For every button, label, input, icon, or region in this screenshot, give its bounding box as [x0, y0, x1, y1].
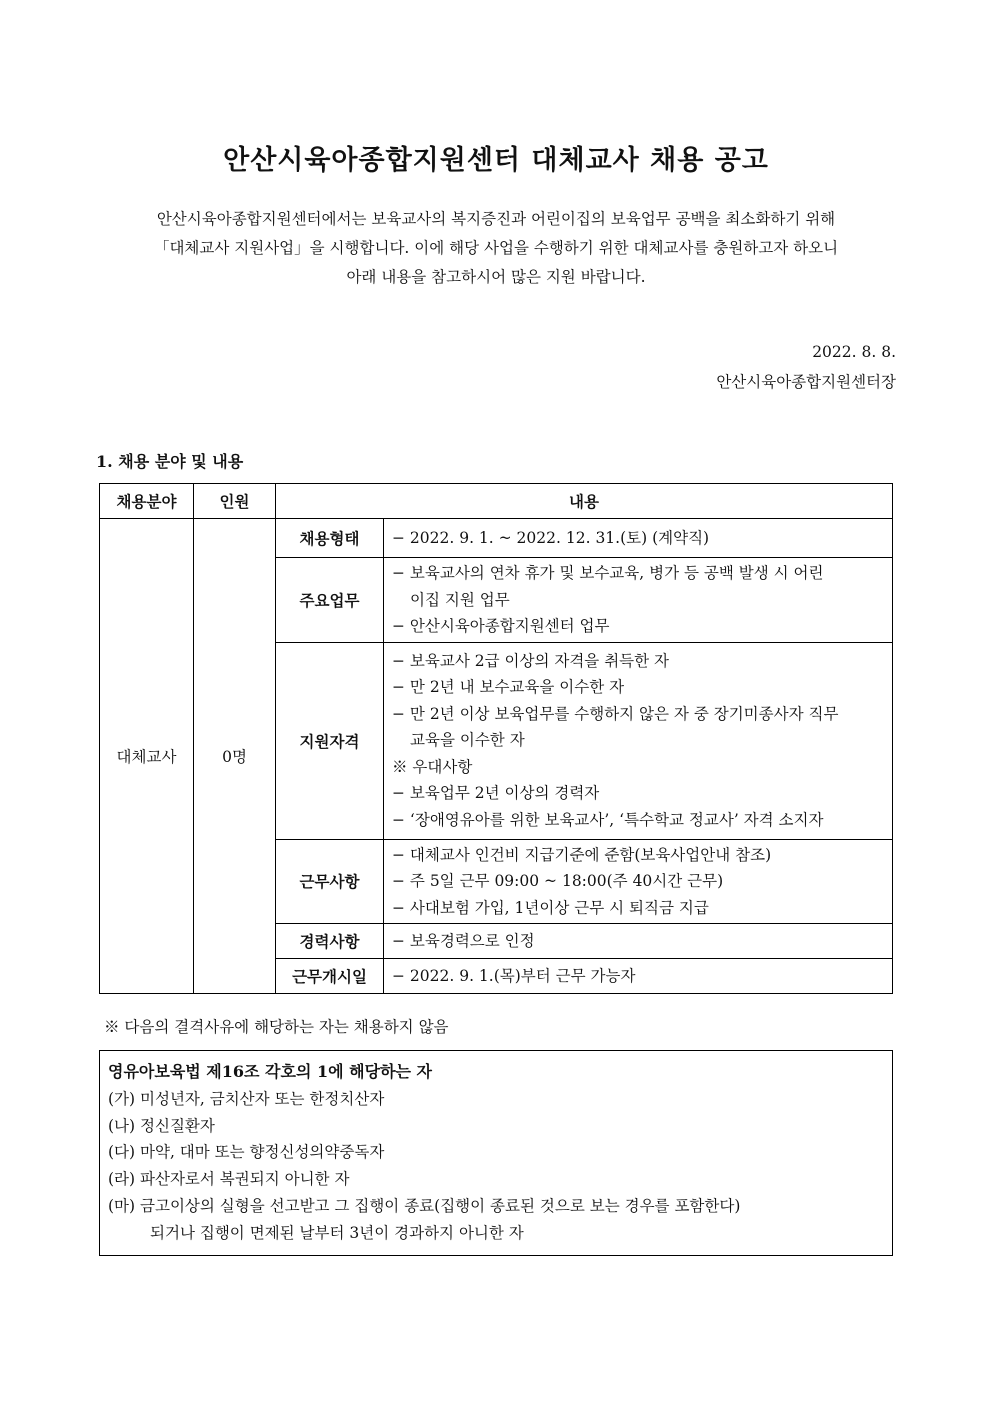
content-line: 이집 지원 업무 — [410, 590, 510, 609]
intro-line: 아래 내용을 참고하시어 많은 지원 바랍니다. — [346, 268, 646, 286]
content-line: − ‘장애영유아를 위한 보육교사’, ‘특수학교 정교사’ 자격 소지자 — [392, 810, 824, 829]
intro-paragraph — [95, 205, 897, 292]
content-line: − 주 5일 근무 09:00 ~ 18:00(주 40시간 근무) — [392, 872, 724, 890]
content-line: 교육을 이수한 자 — [410, 731, 525, 750]
header-category: 채용분야 — [100, 484, 194, 519]
intro-line: 안산시육아종합지원센터에서는 보육교사의 복지증진과 어린이집의 보육업무 공백을 최소화하기 위해 — [156, 210, 836, 228]
content-line: − 2022. 9. 1.(목)부터 근무 가능자 — [392, 966, 636, 985]
issuer-name: 안산시육아종합지원센터장 — [716, 373, 896, 391]
list-item: (나) 정신질환자 — [108, 1116, 215, 1135]
row-content — [384, 839, 893, 924]
disqualification-note: ※ 다음의 결격사유에 해당하는 자는 채용하지 않음 — [104, 1018, 449, 1036]
content-line: ※ 우대사항 — [392, 757, 473, 776]
table-header-row — [100, 484, 893, 519]
content-line: − 보육업무 2년 이상의 경력자 — [392, 784, 600, 803]
row-content — [384, 519, 893, 558]
row-label: 근무개시일 — [276, 959, 384, 994]
content-line: − 안산시육아종합지원센터 업무 — [392, 617, 610, 635]
row-content — [384, 558, 893, 643]
disqualification-heading: 영유아보육법 제16조 각호의 1에 해당하는 자 — [108, 1062, 433, 1081]
count-cell: 0명 — [194, 519, 276, 994]
row-label: 채용형태 — [276, 519, 384, 558]
row-label: 경력사항 — [276, 924, 384, 959]
header-count: 인원 — [194, 484, 276, 519]
header-content: 내용 — [276, 484, 893, 519]
intro-line: 「대체교사 지원사업」을 시행합니다. 이에 해당 사업을 수행하기 위한 대체교사를 충원하고자 하오니 — [153, 239, 839, 257]
announcement-date: 2022. 8. 8. — [812, 343, 896, 361]
content-line: − 만 2년 내 보수교육을 이수한 자 — [392, 678, 625, 697]
list-item: (라) 파산자로서 복권되지 아니한 자 — [108, 1170, 350, 1189]
content-line: − 보육경력으로 인정 — [392, 931, 535, 950]
list-item-continuation: 되거나 집행이 면제된 날부터 3년이 경과하지 아니한 자 — [150, 1223, 524, 1242]
list-item: (다) 마약, 대마 또는 향정신성의약중독자 — [108, 1143, 385, 1162]
row-label: 지원자격 — [276, 642, 384, 839]
row-label: 주요업무 — [276, 558, 384, 643]
content-line: − 보육교사의 연차 휴가 및 보수교육, 병가 등 공백 발생 시 어린 — [392, 564, 824, 582]
list-item: (가) 미성년자, 금치산자 또는 한정치산자 — [108, 1089, 385, 1108]
disqualification-box — [99, 1050, 893, 1256]
row-content — [384, 924, 893, 959]
page-title: 안산시육아종합지원센터 대체교사 채용 공고 — [223, 145, 769, 176]
row-content — [384, 959, 893, 994]
row-content — [384, 642, 893, 839]
section-heading: 1. 채용 분야 및 내용 — [96, 452, 244, 471]
content-line: − 대체교사 인건비 지급기준에 준함(보육사업안내 참조) — [392, 845, 772, 864]
recruitment-table — [99, 483, 893, 994]
content-line: − 2022. 9. 1. ~ 2022. 12. 31.(토) (계약직) — [392, 528, 710, 547]
content-line: − 사대보험 가입, 1년이상 근무 시 퇴직금 지급 — [392, 898, 709, 917]
content-line: − 보육교사 2급 이상의 자격을 취득한 자 — [392, 651, 670, 670]
table-row — [100, 519, 893, 558]
list-item: (마) 금고이상의 실형을 선고받고 그 집행이 종료(집행이 종료된 것으로 보는 경우를 포함한다) — [108, 1196, 741, 1215]
category-cell: 대체교사 — [100, 519, 194, 994]
row-label: 근무사항 — [276, 839, 384, 924]
content-line: − 만 2년 이상 보육업무를 수행하지 않은 자 중 장기미종사자 직무 — [392, 704, 839, 723]
